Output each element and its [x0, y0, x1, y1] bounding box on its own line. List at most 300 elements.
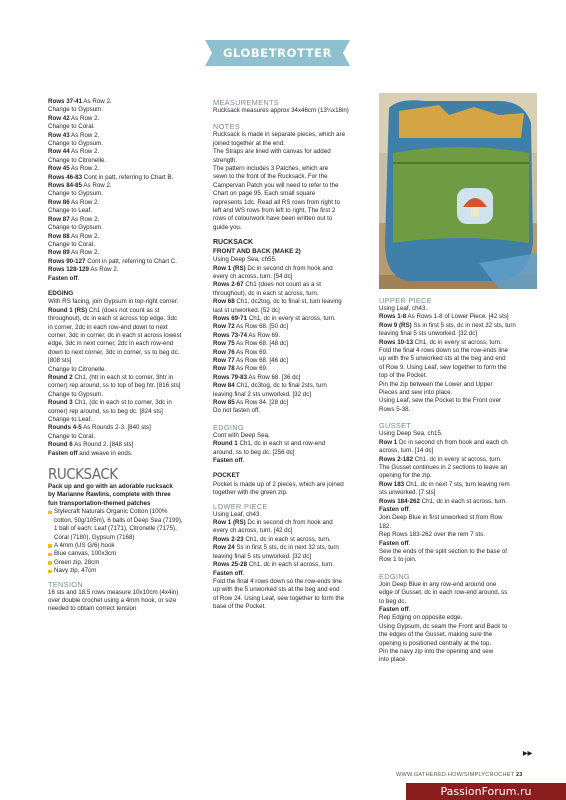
text-line: The Straps are lined with canvas for added — [213, 148, 331, 156]
material-item — [48, 559, 206, 567]
instruction-line — [213, 315, 370, 323]
row-text: Sew the ends of the split section to the base of — [379, 547, 507, 555]
row-text: Pieces and sew into place. — [379, 389, 453, 397]
row-text: Using Deep Sea, ch15. — [379, 430, 443, 438]
instruction-line — [48, 298, 206, 306]
materials-list — [48, 508, 206, 575]
row-text: Rows 5-38. — [379, 405, 411, 413]
row-text: Using Leaf, ch43. — [379, 305, 428, 312]
edging-instructions-3 — [379, 581, 536, 665]
row-text: and weave in ends. — [77, 449, 133, 457]
row-text: the edges of the Gusset, making sure the — [379, 631, 493, 639]
gusset-instructions — [379, 430, 536, 565]
instruction-line — [379, 406, 536, 414]
instruction-line — [48, 382, 206, 390]
row-label: Rows 25-28 — [213, 561, 248, 569]
row-text: top of the Pocket. — [379, 372, 428, 380]
instruction-line — [213, 570, 370, 578]
row-text: every ch across, turn. [42 dc] — [213, 527, 293, 535]
row-label: Rows 69-71 — [213, 314, 248, 322]
row-text: Change to Leaf. — [48, 416, 93, 424]
row-text: . — [408, 505, 411, 513]
instruction-line — [379, 322, 536, 330]
row-text: corner) rep around, ss to top of beg htr. [816 sts] — [48, 382, 181, 390]
edging-heading-3: EDGING — [379, 571, 410, 581]
row-label: Fasten off — [379, 505, 409, 513]
instruction-line — [213, 457, 370, 465]
row-text: . — [242, 569, 245, 577]
row-text: As Row 68. [36 dc] — [247, 373, 301, 381]
instruction-line — [379, 498, 536, 506]
row-text: base of the Pocket. — [213, 603, 266, 611]
row-text: sts unworked. [7 sts] — [379, 489, 436, 497]
material-item — [48, 567, 206, 575]
measurements-heading: MEASUREMENTS — [213, 98, 280, 107]
row-label: Rows 10-13 — [379, 338, 414, 346]
row-text: As Row 2. — [69, 249, 100, 257]
material-line: Navy zip, 47cm — [54, 567, 97, 575]
row-text: Ch1, dc in each st across, turn. — [243, 535, 331, 543]
row-text: Ch1, dc in each st across, turn. — [247, 561, 335, 569]
instruction-line — [379, 640, 536, 648]
row-text: As Row 2. — [88, 266, 119, 274]
text-line: by Marianne Rawlins, complete with three — [48, 491, 171, 499]
row-text: Change to Gypsum. — [48, 106, 104, 114]
instruction-line — [213, 399, 370, 407]
instruction-line — [48, 266, 206, 274]
row-text: As Row 2. — [69, 198, 100, 206]
chart-b-c-rows — [48, 98, 206, 283]
edging-heading: EDGING — [48, 289, 74, 297]
row-text: leaving final 5 sts unworked. [32 dc] — [379, 330, 478, 338]
instruction-line — [379, 540, 536, 548]
instruction-line — [213, 298, 370, 306]
row-label: Row 9 (RS) — [379, 321, 412, 329]
instruction-line — [213, 349, 370, 357]
text-line: represents 1dc. Read all RS rows from right to — [213, 198, 340, 206]
tension-text — [48, 589, 206, 614]
instruction-line — [213, 290, 370, 298]
row-label: Round 6 — [48, 441, 73, 449]
row-text: last st unworked. [52 dc] — [213, 306, 280, 314]
row-text: corner) rep around, ss to beg dc. [824 sts] — [48, 407, 163, 415]
instruction-line — [379, 305, 536, 313]
instruction-line — [48, 148, 206, 156]
row-label: Round 1 (RS) — [48, 306, 88, 314]
edging-instructions-2 — [213, 432, 370, 466]
row-text: Ch1, dc3tog, dc to final 2sts, turn — [234, 382, 327, 390]
continue-arrow-icon: ▶▶ — [523, 751, 533, 757]
instruction-line — [213, 265, 370, 273]
instruction-line — [379, 548, 536, 556]
row-text: Change to Gypsum. — [48, 140, 104, 148]
instruction-line — [213, 323, 370, 331]
instruction-line — [48, 157, 206, 165]
row-text: Ch1, dc in each st and row-end — [237, 440, 326, 448]
text-line: Pocket is made up of 2 pieces, which are joined — [213, 480, 344, 488]
instruction-line — [48, 399, 206, 407]
row-label: Fasten off — [213, 457, 243, 465]
row-label: Row 24 — [213, 544, 235, 552]
instruction-line — [379, 531, 536, 539]
front-back-heading: FRONT AND BACK (MAKE 2) — [213, 247, 301, 255]
instruction-line — [48, 315, 206, 323]
row-text: 182. — [379, 522, 392, 530]
instruction-line — [213, 281, 370, 289]
row-label: Rows 73-74 — [213, 331, 248, 339]
row-text: Change to Citronelle. — [48, 365, 107, 373]
notes-text — [213, 131, 370, 232]
tension-heading: TENSION — [48, 579, 83, 589]
row-text: Ch1 (does not count as st — [87, 306, 160, 314]
instruction-line — [213, 374, 370, 382]
row-text: Pin the zip between the Lower and Upper — [379, 380, 493, 388]
instruction-line — [379, 581, 536, 589]
row-text: Row 1 to join. — [379, 556, 417, 564]
row-text: corner, 3dc in corner, dc in each st across lowest — [48, 331, 182, 339]
banner-title: GLOBETROTTER COLLECTION — [222, 46, 333, 86]
row-text: . — [408, 606, 411, 613]
instruction-line — [213, 340, 370, 348]
rucksack-heading: RUCKSACK — [213, 239, 254, 247]
instruction-line — [48, 140, 206, 148]
material-line: Blue canvas, 100x3cm — [54, 550, 117, 558]
page-footer — [396, 772, 523, 778]
upper-piece-heading: UPPER PIECE — [379, 296, 432, 305]
column-2 — [213, 98, 370, 612]
row-text: Fold the final 4 rows down so the row-ends line — [213, 577, 342, 585]
row-label: Rows 128-129 — [48, 266, 89, 274]
row-text: in corner, 2dc in each row-end down to next — [48, 323, 168, 331]
text-line: Chart on page 95. Each small square — [213, 190, 316, 198]
instruction-line — [379, 614, 536, 622]
row-text: As Row 69. — [247, 331, 281, 339]
row-text: Change to Gypsum. — [48, 390, 104, 398]
row-text: Join Deep Blue in first unworked st from Row — [379, 514, 503, 522]
row-text: Ch1, dc2tog, dc to final st, turn leaving — [234, 298, 342, 306]
row-label: Fasten off — [379, 606, 409, 613]
instruction-line — [379, 389, 536, 397]
material-item — [48, 508, 206, 542]
row-text: across, turn. [14 dc] — [379, 447, 434, 455]
page-number: 23 — [515, 772, 523, 778]
row-label: Row 87 — [48, 215, 70, 223]
row-text: As Round 2. [848 sts] — [72, 441, 134, 449]
row-text: Rep Edging on opposite edge. — [379, 614, 463, 622]
instruction-line — [48, 374, 206, 382]
row-text: Ch1, dc in every st across, turn. — [413, 455, 502, 463]
text-line: 16 sts and 18.5 rows measure 10x10cm (4x4in) — [48, 588, 179, 596]
instruction-line — [213, 586, 370, 594]
instruction-line — [213, 511, 370, 519]
row-text: into place. — [379, 656, 408, 664]
row-text: As Row 2. — [82, 182, 112, 190]
row-text: As Row 69. — [234, 365, 268, 373]
row-label: Rows 90-127 — [48, 257, 86, 265]
text-line: joined together at the end. — [213, 139, 285, 147]
text-line: Pack up and go with an adorable rucksack — [48, 483, 173, 491]
row-label: Row 86 — [48, 198, 70, 206]
instruction-line — [48, 249, 206, 257]
instruction-line — [48, 165, 206, 173]
instruction-line — [213, 595, 370, 603]
row-text: Change to Coral. — [48, 432, 95, 440]
row-text: throughout), dc in each st across, turn. — [213, 289, 319, 297]
instruction-line — [213, 391, 370, 399]
row-text: As Row 2. — [69, 165, 100, 173]
row-label: Fasten off — [48, 449, 78, 457]
instruction-line — [213, 553, 370, 561]
instruction-line — [213, 273, 370, 281]
row-text: Ch1 (does not count as a st — [243, 281, 321, 289]
instruction-line — [379, 364, 536, 372]
row-text: [808 sts] — [48, 357, 72, 365]
material-item — [48, 550, 206, 558]
row-label: Rows 79-83 — [213, 373, 248, 381]
instruction-line — [48, 224, 206, 232]
row-text: As Rows 1-8 of Lower Piece. [42 sts] — [406, 313, 509, 321]
instruction-line — [48, 408, 206, 416]
instruction-line — [48, 258, 206, 266]
material-line: Green zip, 28cm — [54, 558, 100, 566]
row-text: As Row 68. [46 dc] — [234, 356, 288, 364]
row-text: Ch1, dc in every st across, turn. — [247, 314, 336, 322]
instruction-line — [379, 598, 536, 606]
instruction-line — [213, 561, 370, 569]
text-line: strength. — [213, 156, 238, 164]
text-line: guide you. — [213, 223, 242, 231]
row-text: As Row 69. — [234, 348, 268, 356]
column-3 — [379, 296, 536, 665]
row-text: Change to Coral. — [48, 240, 95, 248]
row-text: Change to Leaf. — [48, 207, 93, 215]
row-label: Row 1 — [379, 438, 398, 446]
row-text: Fold the final 4 rows down so the row-ends line — [379, 347, 508, 355]
instruction-line — [48, 207, 206, 215]
text-line: together with the green zip. — [213, 489, 288, 497]
row-text: down to next corner, 3dc in corner, ss to beg dc. — [48, 348, 180, 356]
instruction-line — [379, 648, 536, 656]
edging-instructions — [48, 298, 206, 458]
instruction-line — [379, 631, 536, 639]
instruction-line — [213, 440, 370, 448]
instruction-line — [379, 347, 536, 355]
row-text: Cont in patt, referring to Chart B. — [82, 173, 174, 181]
instruction-line — [48, 349, 206, 357]
row-text: leaving final 5 sts unworked. [32 dc] — [213, 552, 312, 560]
row-label: Rounds 4-5 — [48, 424, 82, 432]
row-text: . — [77, 274, 80, 282]
row-text: As Row 2. — [69, 114, 100, 122]
instruction-line — [213, 332, 370, 340]
row-text: up with the 5 unworked sts at the beg and end — [379, 355, 506, 363]
row-label: Rows 37-41 — [48, 98, 83, 105]
watermark: PassionForum.ru — [406, 783, 566, 800]
row-text: As Row 2. — [69, 131, 100, 139]
row-label: Round 2 — [48, 374, 73, 381]
row-text: Dc in second ch from hook and — [245, 519, 333, 527]
instruction-line — [48, 199, 206, 207]
instruction-line — [213, 449, 370, 457]
text-line: Campervan Patch you will need to refer to the — [213, 181, 339, 189]
row-label: Row 84 — [213, 382, 235, 390]
instruction-line — [213, 578, 370, 586]
instruction-line — [379, 656, 536, 664]
lower-piece-instructions — [213, 511, 370, 612]
instruction-line — [379, 397, 536, 405]
row-label: Row 89 — [48, 249, 70, 257]
row-text: . — [242, 457, 245, 465]
text-line: left and WS rows from left to right. The first 2 — [213, 207, 336, 215]
row-text: Rep Rows 183-262 over the rem 7 sts. — [379, 531, 485, 539]
row-text: With RS facing, join Gypsum in top-right corner. — [48, 298, 179, 306]
rucksack-photo — [379, 93, 537, 289]
text-line: sewn to the front of the Rucksack. For the — [213, 173, 328, 181]
instruction-line — [379, 523, 536, 531]
gusset-heading: GUSSET — [379, 421, 412, 431]
material-line: cotton, 50g/105m), 6 balls of Deep Sea (7199), — [54, 516, 183, 524]
material-line: 1 ball of each: Leaf (7171), Citronelle (7175), — [54, 525, 177, 533]
row-label: Row 45 — [48, 165, 70, 173]
row-text: Using Leaf, ch43. — [213, 510, 262, 518]
row-text: throughout), dc in each st across top edge, 3dc — [48, 315, 177, 323]
text-line: The pattern includes 3 Patches, which are — [213, 165, 329, 173]
instruction-line — [379, 623, 536, 631]
row-text: . — [408, 539, 411, 547]
row-text: Ch1, (dc in each st to corner, 3dc in — [72, 399, 172, 407]
instruction-line — [379, 464, 536, 472]
instruction-line — [48, 332, 206, 340]
row-label: Row 1 (RS) — [213, 519, 246, 527]
instruction-line — [48, 391, 206, 399]
notes-heading: NOTES — [213, 122, 240, 132]
instruction-line — [379, 439, 536, 447]
row-text: Using Leaf, sew the Pocket to the Front over — [379, 397, 502, 405]
text-line: fun transportation-themed patches — [48, 499, 151, 507]
row-label: Rows 1-8 — [379, 313, 407, 321]
instruction-line — [213, 536, 370, 544]
row-text: Dc in second ch from hook and each ch — [397, 438, 508, 446]
instruction-line — [48, 366, 206, 374]
edging-heading-2: EDGING — [213, 422, 244, 432]
row-label: Rows 184-262 — [379, 497, 420, 505]
column-1 — [48, 98, 206, 614]
instruction-line — [379, 506, 536, 514]
instruction-line — [48, 324, 206, 332]
row-label: Row 44 — [48, 148, 70, 156]
row-label: Rows 2-182 — [379, 455, 414, 463]
instruction-line — [379, 339, 536, 347]
instruction-line — [213, 603, 370, 611]
instruction-line — [48, 433, 206, 441]
instruction-line — [379, 489, 536, 497]
material-line: Stylecraft Naturals Organic Cotton (100% — [54, 508, 168, 516]
instruction-line — [48, 132, 206, 140]
instruction-line — [48, 98, 206, 106]
text-line: over double crochet using a 4mm hook, or size — [48, 596, 177, 604]
row-text: Ch1, dc in each st across, turn. — [419, 497, 507, 505]
front-back-instructions — [213, 256, 370, 416]
instruction-line — [213, 544, 370, 552]
upper-piece-instructions — [379, 305, 536, 414]
instruction-line — [379, 447, 536, 455]
measurements-text — [213, 107, 370, 115]
section-banner — [205, 40, 350, 86]
row-label: Row 183 — [379, 480, 405, 488]
material-item — [48, 542, 206, 550]
row-text: Pin the navy zip into the opening and sew — [379, 648, 494, 656]
row-text: Ch1, dc in every st across, turn. — [413, 338, 502, 346]
row-label: Row 42 — [48, 114, 70, 122]
footer-url: WWW.GATHERED.HOW/SIMPLYCROCHET — [396, 772, 515, 778]
row-text: Ss in first 5 sts, dc in next 32 sts, turn — [411, 321, 516, 329]
row-label: Row 75 — [213, 340, 235, 348]
row-label: Row 76 — [213, 348, 235, 356]
instruction-line — [48, 340, 206, 348]
row-label: Round 1 — [213, 440, 238, 448]
instruction-line — [48, 424, 206, 432]
row-text: As Row 2. — [69, 232, 100, 240]
instruction-line — [48, 416, 206, 424]
instruction-line — [379, 589, 536, 597]
row-text: As Row 2. — [69, 215, 100, 223]
row-label: Rows 84-85 — [48, 182, 83, 190]
row-label: Fasten off — [379, 539, 409, 547]
instruction-line — [48, 241, 206, 249]
row-text: Ch1, (htr in each st to corner, 3htr in — [72, 374, 174, 381]
row-text: Dc in second ch from hook and — [245, 264, 333, 272]
row-text: of Row 9. Using Leaf, sew together to form the — [379, 363, 507, 371]
row-label: Row 43 — [48, 131, 70, 139]
text-line: Rucksack measures approx 34x46cm (13¼x18in) — [213, 107, 349, 114]
row-text: to beg dc. — [379, 597, 407, 605]
material-line: A 4mm (US G/6) hook — [54, 541, 115, 549]
row-text: Change to Gypsum. — [48, 190, 104, 198]
instruction-line — [48, 115, 206, 123]
row-text: around, ss to beg dc. [256 dc] — [213, 448, 295, 456]
row-text: Join Deep Blue in any row-end around one — [379, 580, 497, 588]
instruction-line — [379, 556, 536, 564]
row-text: Change to Gypsum. — [48, 224, 104, 232]
lower-piece-heading: LOWER PIECE — [213, 501, 268, 511]
pocket-text — [213, 481, 370, 498]
row-text: As Row 2. — [69, 148, 100, 156]
text-line: Rucksack is made in separate pieces, which are — [213, 131, 346, 139]
row-label: Rows 2-67 — [213, 281, 244, 289]
row-label: Row 1 (RS) — [213, 264, 246, 272]
instruction-line — [379, 456, 536, 464]
row-text: of Row 24. Using Leaf, sew together to form the — [213, 594, 345, 602]
instruction-line — [213, 256, 370, 264]
instruction-line — [213, 382, 370, 390]
row-label: Row 72 — [213, 323, 235, 331]
instruction-line — [48, 275, 206, 283]
row-label: Row 78 — [213, 365, 235, 373]
instruction-line — [379, 472, 536, 480]
instruction-line — [379, 330, 536, 338]
row-text: As Row 68. [48 dc] — [234, 340, 288, 348]
row-text: Cont with Deep Sea, — [213, 431, 270, 439]
instruction-line — [48, 233, 206, 241]
row-text: As Rounds 2-3. [840 sts] — [81, 424, 151, 432]
instruction-line — [213, 307, 370, 315]
row-label: Fasten off — [48, 274, 78, 282]
row-label: Round 3 — [48, 399, 73, 407]
instruction-line — [379, 355, 536, 363]
row-label: Rows 46-83 — [48, 173, 83, 181]
rucksack-title: RUCKSACK — [48, 465, 118, 484]
instruction-line — [48, 441, 206, 449]
